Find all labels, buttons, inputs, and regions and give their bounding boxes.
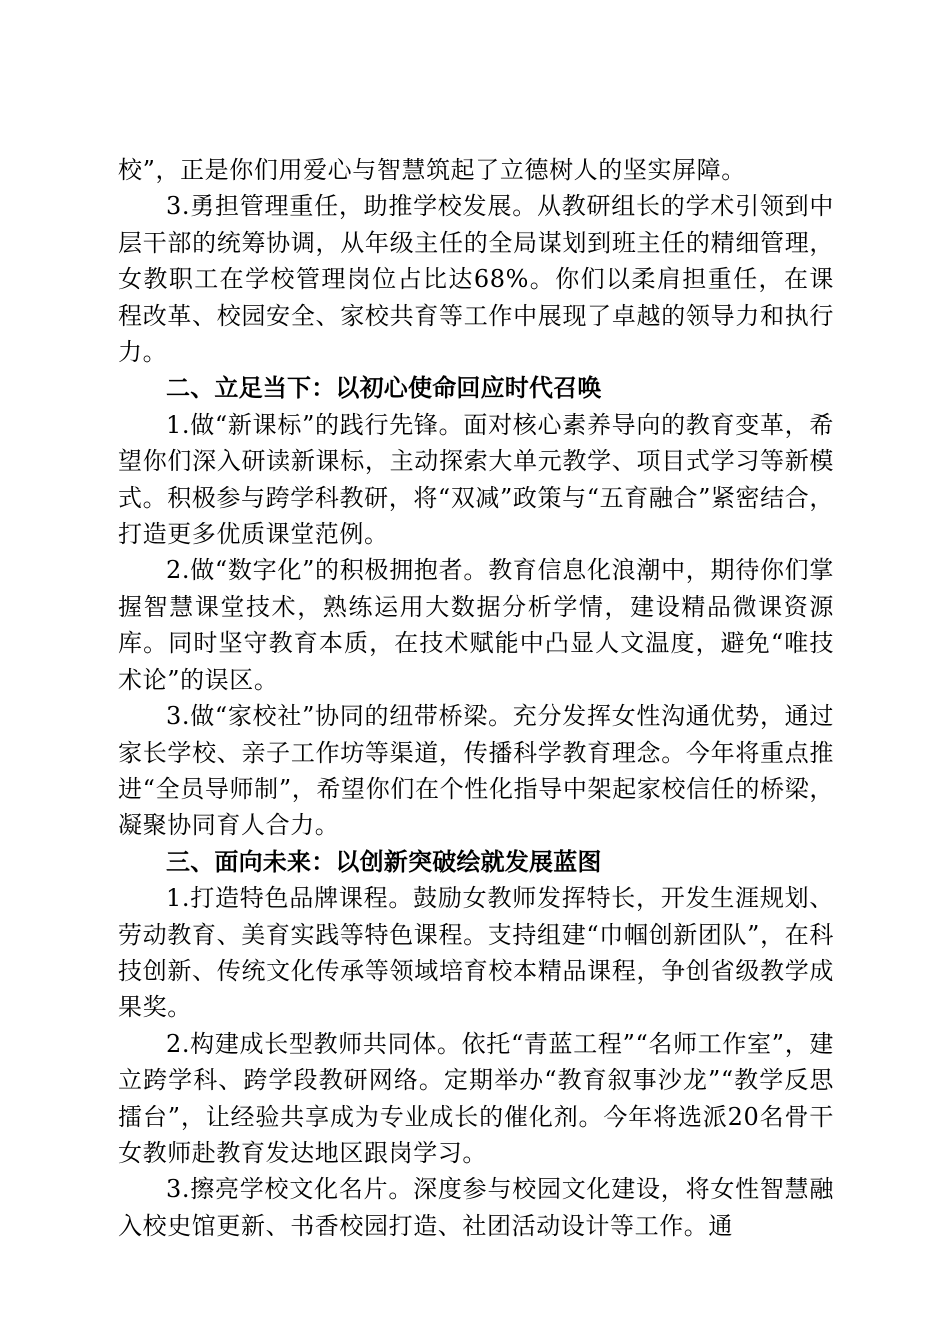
paragraph-new-curriculum: 1.做“新课标”的践行先锋。面对核心素养导向的教育变革，希望你们深入研读新课标，主动探索大单元教学、项目式学习等新模式。积极参与跨学科教研，将“双减”政策与“五育融合”紧密结合，打造更多优质课堂范例。 [118,410,834,549]
section-heading-2: 二、立足当下：以初心使命回应时代召唤 [166,374,602,403]
paragraph-digitalization: 2.做“数字化”的积极拥抱者。教育信息化浪潮中，期待你们掌握智慧课堂技术，熟练运用大数据分析学情，建设精品微课资源库。同时坚守教育本质，在技术赋能中凸显人文温度，避免“唯技术论”的误区。 [118,556,834,694]
document-page [118,152,834,1244]
paragraph-management-role: 3.勇担管理重任，助推学校发展。从教研组长的学术引领到中层干部的统筹协调，从年级主任的全局谋划到班主任的精细管理，女教职工在学校管理岗位占比达68%。你们以柔肩担重任，在课程改革、校园安全、家校共育等工作中展现了卓越的领导力和执行力。 [118,192,834,367]
paragraph-brand-courses: 1.打造特色品牌课程。鼓励女教师发挥特长，开发生涯规划、劳动教育、美育实践等特色课程。支持组建“巾帼创新团队”，在科技创新、传统文化传承等领域培育校本精品课程，争创省级教学成果奖。 [118,884,834,1022]
paragraph-continued: 校”，正是你们用爱心与智慧筑起了立德树人的坚实屏障。 [118,156,746,184]
paragraph-home-school: 3.做“家校社”协同的纽带桥梁。充分发挥女性沟通优势，通过家长学校、亲子工作坊等渠道，传播科学教育理念。今年将重点推进“全员导师制”，希望你们在个性化指导中架起家校信任的桥梁，凝聚协同育人合力。 [118,702,834,840]
paragraph-teacher-community: 2.构建成长型教师共同体。依托“青蓝工程”“名师工作室”，建立跨学科、跨学段教研网络。定期举办“教育叙事沙龙”“教学反思擂台”，让经验共享成为专业成长的催化剂。今年将选派20名骨干女教师赴教育发达地区跟岗学习。 [118,1029,834,1167]
section-heading-3: 三、面向未来：以创新突破绘就发展蓝图 [166,847,602,876]
paragraph-school-culture: 3.擦亮学校文化名片。深度参与校园文化建设，将女性智慧融入校史馆更新、书香校园打造、社团活动设计等工作。通 [118,1175,834,1240]
